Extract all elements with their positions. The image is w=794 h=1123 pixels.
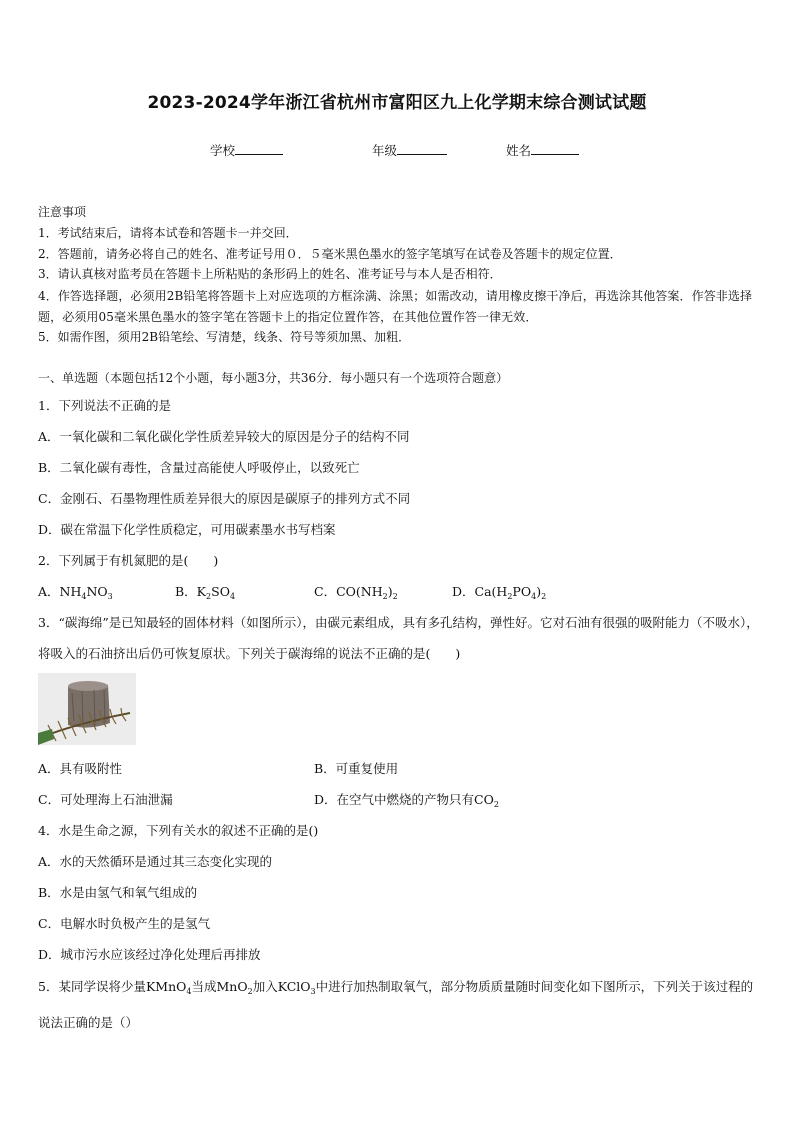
question-2-option-c[interactable]: C．$CO(NH_2)_2$	[314, 584, 398, 601]
school-label: 学校	[210, 143, 236, 158]
question-3-option-c[interactable]: C．可处理海上石油泄漏	[38, 792, 173, 807]
name-field	[506, 141, 579, 159]
question-5-stem: 5．某同学误将少量KMnO$_4$当成MnO$_2$加入KClO$_3$中进行加热制取氧气，部分物质质量随时间变化如下图所示，下列关于该过程的说法正确的是（）	[38, 979, 754, 1030]
notice-heading: 注意事项	[38, 205, 87, 219]
carbon-sponge-illustration	[38, 673, 136, 745]
question-3-option-b[interactable]: B．可重复使用	[314, 761, 399, 776]
name-blank[interactable]	[531, 142, 579, 155]
notice-item-3: 3．请认真核对监考员在答题卡上所粘贴的条形码上的姓名、准考证号与本人是否相符．	[38, 267, 502, 281]
question-1-option-d[interactable]: D．碳在常温下化学性质稳定，可用碳素墨水书写档案	[38, 522, 336, 537]
question-2-option-b[interactable]: B．$K_2SO_4$	[175, 584, 236, 601]
grade-blank[interactable]	[397, 142, 447, 155]
question-1-option-c[interactable]: C．金刚石、石墨物理性质差异很大的原因是碳原子的排列方式不同	[38, 491, 411, 506]
question-3-option-d[interactable]: D．在空气中燃烧的产物只有$CO_2$	[314, 792, 499, 809]
question-2-option-a[interactable]: A．$NH_4NO_3$	[38, 584, 113, 601]
grade-label: 年级	[372, 143, 398, 158]
question-4-option-b[interactable]: B．水是由氢气和氧气组成的	[38, 885, 198, 900]
question-2-stem: 2．下列属于有机氮肥的是( )	[38, 553, 219, 568]
school-blank[interactable]	[235, 142, 283, 155]
question-3-stem: 3．“碳海绵”是已知最轻的固体材料（如图所示），由碳元素组成，具有多孔结构，弹性好。它对石油有很强的吸附能力（不吸水），将吸入的石油挤出后仍可恢复原状。下列关于碳海绵的说法不正确的是( )	[38, 615, 759, 661]
notice-item-4: 4．作答选择题，必须用2B铅笔将答题卡上对应选项的方框涂满、涂黑；如需改动，请用橡皮擦干净后，再选涂其他答案．作答非选择题，必须用05毫米黑色墨水的签字笔在答题卡上的指定位置作答，在其他位置作答一律无效．	[38, 289, 753, 324]
notice-item-2: 2．答题前，请务必将自己的姓名、准考证号用０．５毫米黑色墨水的签字笔填写在试卷及答题卡的规定位置．	[38, 247, 622, 261]
carbon-sponge-photo	[38, 673, 136, 745]
notice-item-5: 5．如需作图，须用2B铅笔绘、写清楚，线条、符号等须加黑、加粗．	[38, 330, 411, 344]
question-2-option-d[interactable]: D．$Ca(H_2PO_4)_2$	[452, 584, 547, 601]
section-heading: 一、单选题（本题包括12个小题，每小题3分，共36分．每小题只有一个选项符合题意）	[38, 371, 509, 385]
question-3-option-a[interactable]: A．具有吸附性	[38, 761, 123, 776]
notice-item-1: 1．考试结束后，请将本试卷和答题卡一并交回．	[38, 226, 298, 240]
question-4-option-c[interactable]: C．电解水时负极产生的是氢气	[38, 916, 211, 931]
question-1-option-a[interactable]: A．一氧化碳和二氧化碳化学性质差异较大的原因是分子的结构不同	[38, 429, 410, 444]
school-field	[210, 141, 283, 159]
page-title: 2023-2024学年浙江省杭州市富阳区九上化学期末综合测试试题	[147, 93, 647, 113]
name-label: 姓名	[506, 143, 532, 158]
question-1-option-b[interactable]: B．二氧化碳有毒性，含量过高能使人呼吸停止，以致死亡	[38, 460, 360, 475]
question-4-option-a[interactable]: A．水的天然循环是通过其三态变化实现的	[38, 854, 273, 869]
question-4-stem: 4．水是生命之源，下列有关水的叙述不正确的是()	[38, 823, 319, 838]
question-1-stem: 1．下列说法不正确的是	[38, 398, 171, 413]
question-4-option-d[interactable]: D．城市污水应该经过净化处理后再排放	[38, 947, 261, 962]
grade-field	[372, 141, 447, 159]
